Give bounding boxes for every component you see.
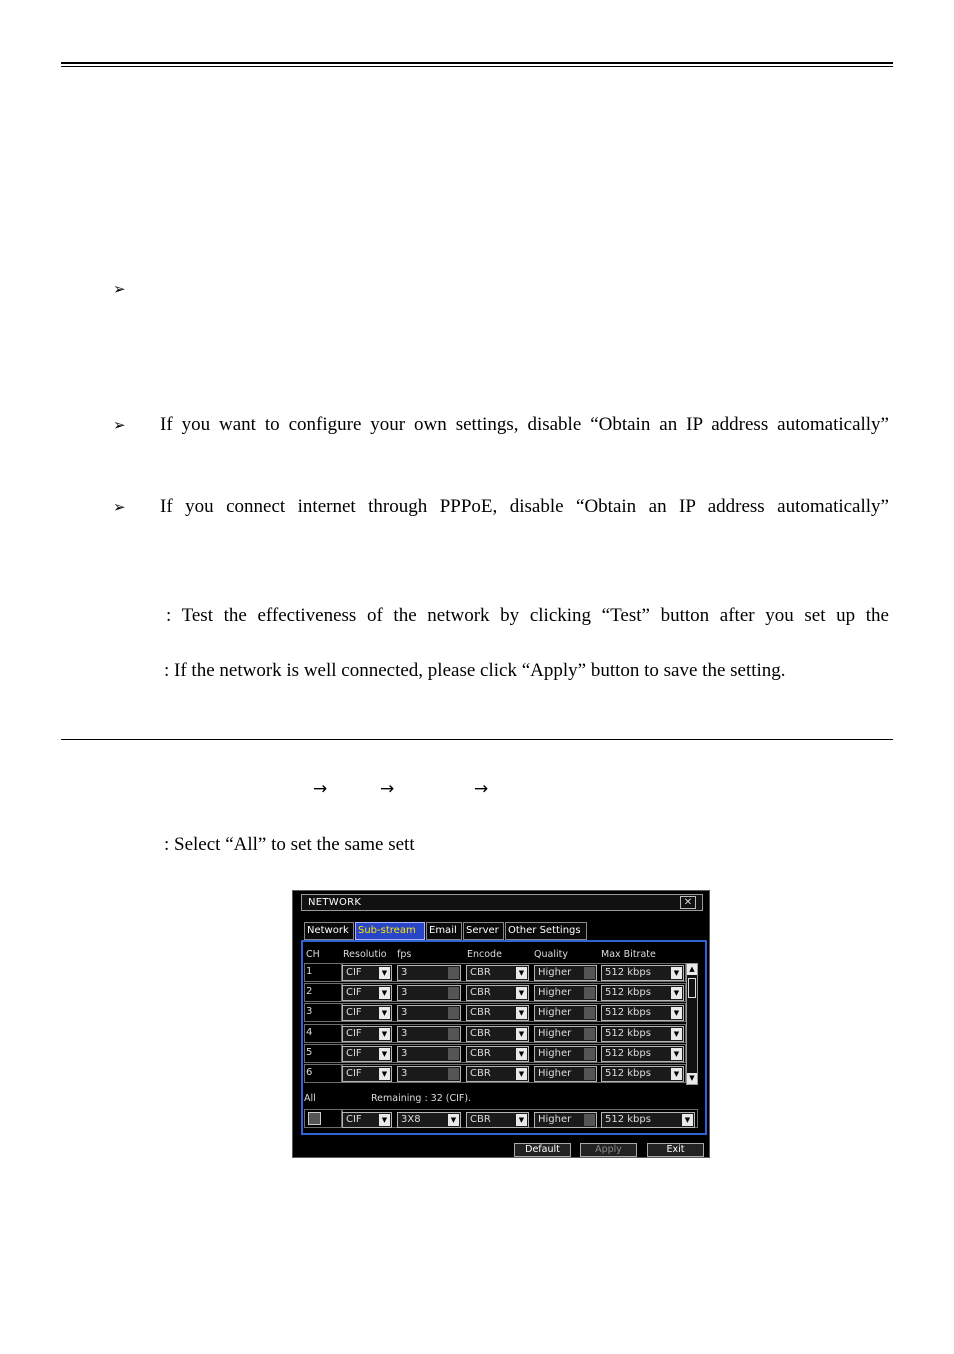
quality-value: Higher xyxy=(538,1007,572,1018)
fps-select[interactable] xyxy=(397,985,461,1001)
fps-value: 3 xyxy=(401,1007,408,1018)
dropdown-arrow-icon: ▼ xyxy=(516,1048,527,1060)
fps-select[interactable] xyxy=(397,1046,461,1062)
column-header-ch: CH xyxy=(306,949,320,960)
exit-button[interactable]: Exit xyxy=(647,1143,704,1157)
resolution-select[interactable] xyxy=(342,1046,392,1062)
resolution-value: CIF xyxy=(346,1007,362,1018)
resolution-select[interactable] xyxy=(342,965,392,981)
dropdown-arrow-icon: ▼ xyxy=(379,967,390,979)
dropdown-arrow-icon: ▼ xyxy=(448,1048,459,1060)
resolution-value: CIF xyxy=(346,1028,362,1039)
dropdown-arrow-icon: ▼ xyxy=(379,987,390,999)
channel-number: 2 xyxy=(306,986,313,997)
bitrate-select[interactable] xyxy=(601,1026,684,1042)
bitrate-value: 512 kbps xyxy=(605,987,651,998)
quality-select[interactable] xyxy=(534,965,597,981)
dropdown-arrow-icon: ▼ xyxy=(448,987,459,999)
quality-select[interactable] xyxy=(534,1005,597,1021)
resolution-value: CIF xyxy=(346,1048,362,1059)
tab-network[interactable]: Network xyxy=(304,922,354,940)
dropdown-arrow-icon: ▼ xyxy=(448,1007,459,1019)
fps-select[interactable] xyxy=(397,1005,461,1021)
dropdown-arrow-icon: ▼ xyxy=(584,1114,595,1126)
all-checkbox[interactable] xyxy=(308,1112,321,1125)
resolution-value: CIF xyxy=(346,967,362,978)
quality-value: Higher xyxy=(538,987,572,998)
all-resolution-value: CIF xyxy=(346,1114,362,1125)
dropdown-arrow-icon: ▼ xyxy=(448,1114,459,1126)
arrow-right-icon: → xyxy=(313,779,328,799)
scroll-down-icon[interactable]: ▼ xyxy=(687,1073,697,1084)
fps-select[interactable] xyxy=(397,1026,461,1042)
dropdown-arrow-icon: ▼ xyxy=(584,987,595,999)
encode-value: CBR xyxy=(470,1007,491,1018)
dropdown-arrow-icon: ▼ xyxy=(448,1028,459,1040)
dropdown-arrow-icon: ▼ xyxy=(671,987,682,999)
all-fps-value: 3X8 xyxy=(401,1114,421,1125)
dropdown-arrow-icon: ▼ xyxy=(671,1007,682,1019)
dialog-titlebar xyxy=(301,894,703,911)
dropdown-arrow-icon: ▼ xyxy=(682,1114,693,1126)
dropdown-arrow-icon: ▼ xyxy=(379,1028,390,1040)
dropdown-arrow-icon: ▼ xyxy=(516,1028,527,1040)
encode-select[interactable] xyxy=(466,1026,529,1042)
quality-value: Higher xyxy=(538,1048,572,1059)
dropdown-arrow-icon: ▼ xyxy=(671,1028,682,1040)
dropdown-arrow-icon: ▼ xyxy=(584,1048,595,1060)
resolution-select[interactable] xyxy=(342,1026,392,1042)
resolution-select[interactable] xyxy=(342,1005,392,1021)
channel-number: 4 xyxy=(306,1027,313,1038)
select-all-paragraph: : Select “All” to set the same sett xyxy=(164,834,415,855)
encode-value: CBR xyxy=(470,1028,491,1039)
dropdown-arrow-icon: ▼ xyxy=(584,967,595,979)
dialog-title: NETWORK xyxy=(308,897,362,908)
bitrate-value: 512 kbps xyxy=(605,1007,651,1018)
encode-value: CBR xyxy=(470,1048,491,1059)
dropdown-arrow-icon: ▼ xyxy=(584,1068,595,1080)
encode-select[interactable] xyxy=(466,965,529,981)
bitrate-select[interactable] xyxy=(601,1046,684,1062)
fps-select[interactable] xyxy=(397,1066,461,1082)
all-resolution-select[interactable] xyxy=(342,1112,392,1128)
dropdown-arrow-icon: ▼ xyxy=(671,967,682,979)
resolution-select[interactable] xyxy=(342,1066,392,1082)
dropdown-arrow-icon: ▼ xyxy=(516,987,527,999)
remaining-text: Remaining : 32 (CIF). xyxy=(371,1093,472,1104)
bullet-icon: ➢ xyxy=(113,416,126,434)
fps-select[interactable] xyxy=(397,965,461,981)
bitrate-select[interactable] xyxy=(601,1005,684,1021)
all-quality-select[interactable] xyxy=(534,1112,597,1128)
fps-value: 3 xyxy=(401,987,408,998)
bullet-icon: ➢ xyxy=(113,280,126,298)
bitrate-value: 512 kbps xyxy=(605,1068,651,1079)
default-button[interactable]: Default xyxy=(514,1143,571,1157)
all-label: All xyxy=(304,1093,316,1104)
bullet-text-pppoe: If you connect internet through PPPoE, disable “Obtain an IP address automatically” xyxy=(160,496,889,517)
quality-value: Higher xyxy=(538,1028,572,1039)
scroll-thumb[interactable] xyxy=(688,978,696,998)
network-dialog xyxy=(292,890,710,1158)
bitrate-select[interactable] xyxy=(601,985,684,1001)
dropdown-arrow-icon: ▼ xyxy=(379,1114,390,1126)
tab-email[interactable]: Email xyxy=(426,922,462,940)
arrow-right-icon: → xyxy=(474,779,489,799)
quality-select[interactable] xyxy=(534,1066,597,1082)
all-bitrate-value: 512 kbps xyxy=(605,1114,651,1125)
column-header-encode: Encode xyxy=(467,949,502,960)
fps-value: 3 xyxy=(401,967,408,978)
resolution-value: CIF xyxy=(346,1068,362,1079)
bullet-icon: ➢ xyxy=(113,498,126,516)
bitrate-value: 512 kbps xyxy=(605,1048,651,1059)
table-scrollbar[interactable] xyxy=(686,963,698,1085)
dropdown-arrow-icon: ▼ xyxy=(671,1048,682,1060)
fps-value: 3 xyxy=(401,1028,408,1039)
channel-number: 5 xyxy=(306,1047,313,1058)
tab-other-settings[interactable]: Other Settings xyxy=(505,922,587,940)
quality-value: Higher xyxy=(538,1068,572,1079)
column-header-quality: Quality xyxy=(534,949,568,960)
tab-sub-stream[interactable]: Sub-stream xyxy=(355,922,425,940)
all-encode-select[interactable] xyxy=(466,1112,529,1128)
apply-paragraph: : If the network is well connected, please click “Apply” button to save the setting. xyxy=(164,660,786,681)
arrow-right-icon: → xyxy=(380,779,395,799)
dropdown-arrow-icon: ▼ xyxy=(516,1114,527,1126)
section-divider xyxy=(61,739,893,740)
header-rule-thick xyxy=(61,62,893,64)
all-fps-select[interactable] xyxy=(397,1112,461,1128)
bitrate-select[interactable] xyxy=(601,965,684,981)
header-rule-thin xyxy=(61,66,893,67)
fps-value: 3 xyxy=(401,1068,408,1079)
all-encode-value: CBR xyxy=(470,1114,491,1125)
encode-value: CBR xyxy=(470,987,491,998)
bitrate-select[interactable] xyxy=(601,1066,684,1082)
encode-select[interactable] xyxy=(466,1066,529,1082)
dropdown-arrow-icon: ▼ xyxy=(379,1007,390,1019)
channel-number: 1 xyxy=(306,966,313,977)
dropdown-arrow-icon: ▼ xyxy=(448,967,459,979)
dropdown-arrow-icon: ▼ xyxy=(584,1028,595,1040)
dropdown-arrow-icon: ▼ xyxy=(448,1068,459,1080)
scroll-up-icon[interactable]: ▲ xyxy=(687,964,697,975)
dropdown-arrow-icon: ▼ xyxy=(379,1048,390,1060)
tab-server[interactable]: Server xyxy=(463,922,504,940)
quality-select[interactable] xyxy=(534,1026,597,1042)
bitrate-value: 512 kbps xyxy=(605,1028,651,1039)
encode-select[interactable] xyxy=(466,1005,529,1021)
column-header-fps: fps xyxy=(397,949,412,960)
dropdown-arrow-icon: ▼ xyxy=(671,1068,682,1080)
quality-value: Higher xyxy=(538,967,572,978)
encode-select[interactable] xyxy=(466,1046,529,1062)
apply-button[interactable]: Apply xyxy=(580,1143,637,1157)
all-bitrate-select[interactable] xyxy=(601,1112,695,1128)
bullet-text-own-settings: If you want to configure your own settings, disable “Obtain an IP address automatically” xyxy=(160,414,889,435)
encode-value: CBR xyxy=(470,967,491,978)
quality-select[interactable] xyxy=(534,985,597,1001)
close-icon[interactable]: ✕ xyxy=(680,896,696,909)
encode-value: CBR xyxy=(470,1068,491,1079)
channel-number: 6 xyxy=(306,1067,313,1078)
dropdown-arrow-icon: ▼ xyxy=(379,1068,390,1080)
encode-select[interactable] xyxy=(466,985,529,1001)
column-header-max-bitrate: Max Bitrate xyxy=(601,949,656,960)
fps-value: 3 xyxy=(401,1048,408,1059)
column-header-resolution: Resolutio xyxy=(343,949,387,960)
resolution-value: CIF xyxy=(346,987,362,998)
test-paragraph: : Test the effectiveness of the network by clicking “Test” button after you set up the xyxy=(166,605,889,626)
quality-select[interactable] xyxy=(534,1046,597,1062)
bitrate-value: 512 kbps xyxy=(605,967,651,978)
all-quality-value: Higher xyxy=(538,1114,572,1125)
dropdown-arrow-icon: ▼ xyxy=(584,1007,595,1019)
channel-number: 3 xyxy=(306,1006,313,1017)
resolution-select[interactable] xyxy=(342,985,392,1001)
dropdown-arrow-icon: ▼ xyxy=(516,1068,527,1080)
dropdown-arrow-icon: ▼ xyxy=(516,1007,527,1019)
dropdown-arrow-icon: ▼ xyxy=(516,967,527,979)
